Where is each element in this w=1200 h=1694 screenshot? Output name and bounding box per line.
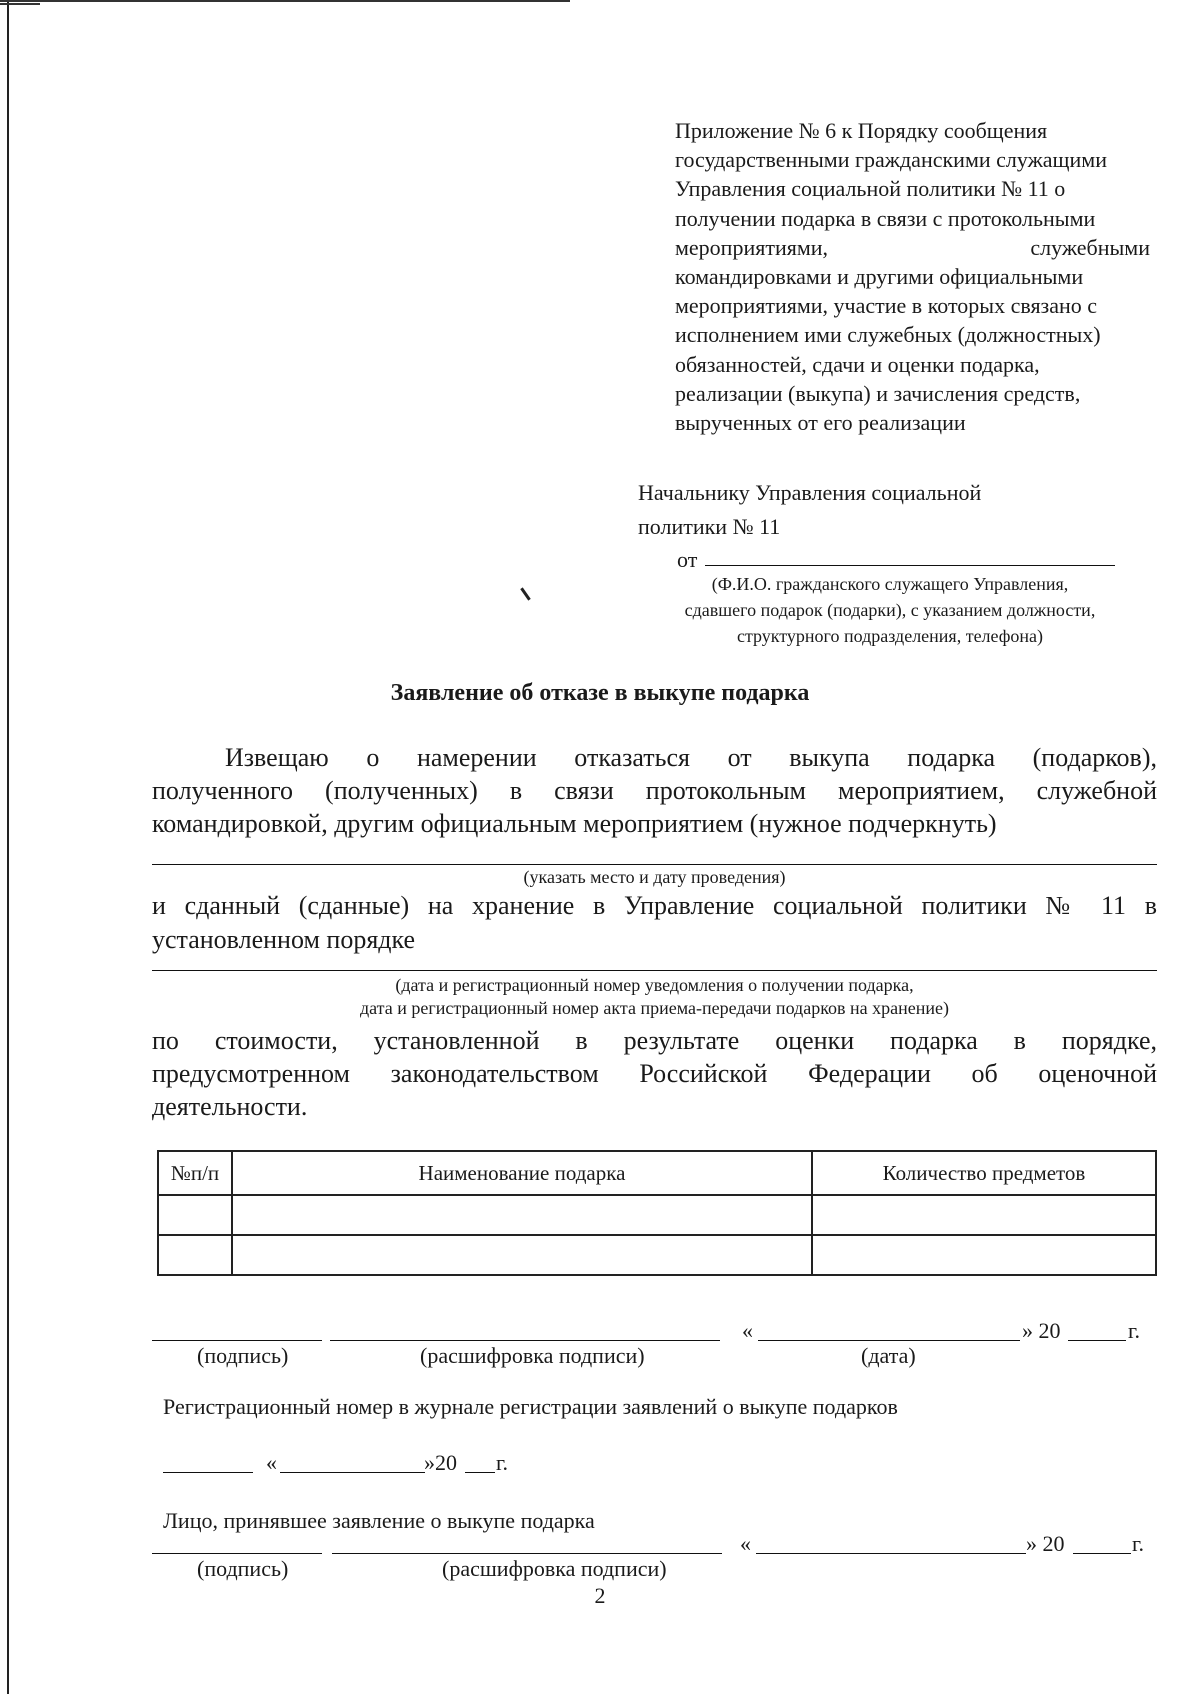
- date-open-quote: «: [742, 1318, 753, 1343]
- annex-line: Управления социальной политики № 11 о: [675, 176, 1066, 202]
- acceptor-decode-label: (расшифровка подписи): [442, 1556, 667, 1581]
- addressee-line-2: политики № 11: [638, 514, 781, 539]
- annex-line: исполнением ими служебных (должностных): [675, 322, 1101, 348]
- scan-edge-top-mark: [0, 3, 40, 5]
- paragraph3-line3: деятельности.: [152, 1092, 308, 1121]
- acceptor-label: Лицо, принявшее заявление о выкупе подарка: [163, 1508, 595, 1533]
- page-number: 2: [594, 1583, 606, 1608]
- year-suffix: г.: [1128, 1318, 1141, 1343]
- acceptor-signature-line: [152, 1553, 322, 1554]
- registration-year-line: [465, 1472, 495, 1473]
- annex-word: служебными: [1030, 234, 1150, 260]
- header-quantity: Количество предметов: [812, 1151, 1156, 1195]
- acceptor-open-quote: «: [740, 1531, 751, 1556]
- annex-line: обязанностей, сдачи и оценки подарка,: [675, 351, 1040, 377]
- registration-year-suffix: г.: [496, 1450, 509, 1475]
- date-label: (дата): [861, 1343, 916, 1368]
- registration-close-quote: »20: [424, 1450, 457, 1475]
- annex-line: вырученных от его реализации: [675, 410, 966, 436]
- table-cell: [232, 1195, 812, 1235]
- annex-note: [675, 116, 1150, 437]
- registration-label: Регистрационный номер в журнале регистрации заявлений о выкупе подарков: [163, 1394, 898, 1419]
- date-close-quote: » 20: [1022, 1318, 1061, 1343]
- scan-edge-top: [0, 0, 570, 2]
- notice-caption-2: дата и регистрационный номер акта приема-передачи подарков на хранение): [359, 998, 950, 1018]
- addressee-hint-2: сдавшего подарок (подарки), с указанием должности,: [684, 600, 1096, 620]
- decode-line: [330, 1340, 720, 1341]
- annex-line: командировками и другими официальными: [675, 264, 1084, 290]
- acceptor-signature-label: (подпись): [197, 1556, 289, 1581]
- annex-line: Приложение № 6 к Порядку сообщения: [675, 118, 1048, 143]
- table-cell: [812, 1195, 1156, 1235]
- table-cell: [812, 1235, 1156, 1275]
- table-cell: [158, 1235, 232, 1275]
- paragraph3-line2: предусмотренном законодательством Российской Федерации об оценочной: [152, 1059, 1157, 1088]
- registration-number-line: [163, 1472, 253, 1473]
- from-label: от: [677, 547, 698, 572]
- header-name: Наименование подарка: [232, 1151, 812, 1195]
- header-number: №п/п: [158, 1151, 232, 1195]
- decode-label: (расшифровка подписи): [420, 1343, 645, 1368]
- addressee-hint-3: структурного подразделения, телефона): [736, 626, 1044, 646]
- paragraph1-line3: командировкой, другим официальным мероприятием (нужное подчеркнуть): [152, 809, 997, 838]
- acceptor-decode-line: [332, 1553, 722, 1554]
- scan-edge-left: [7, 0, 9, 1694]
- notice-line: [152, 970, 1157, 971]
- table-cell: [158, 1195, 232, 1235]
- signature-label: (подпись): [197, 1343, 289, 1368]
- place-date-caption: (указать место и дату проведения): [523, 867, 786, 887]
- annex-line: реализации (выкупа) и зачисления средств,: [675, 380, 1081, 406]
- registration-open-quote: «: [266, 1450, 277, 1475]
- registration-date-line: [280, 1472, 425, 1473]
- table-header-row: [158, 1151, 1156, 1195]
- table-row: [158, 1235, 1156, 1275]
- annex-line: [675, 233, 1150, 262]
- paragraph1-line1: Извещаю о намерении отказаться от выкупа подарка (подарков),: [225, 743, 1157, 772]
- date-line: [758, 1340, 1020, 1341]
- year-line: [1068, 1340, 1126, 1341]
- addressee-hint-1: (Ф.И.О. гражданского служащего Управления,: [711, 574, 1069, 594]
- gifts-table: [157, 1150, 1157, 1276]
- scan-mark: [520, 587, 530, 600]
- acceptor-close-quote: » 20: [1026, 1531, 1065, 1556]
- addressee-line-1: Начальнику Управления социальной: [638, 480, 982, 505]
- annex-word: мероприятиями,: [675, 234, 829, 260]
- annex-line: государственными гражданскими служащими: [675, 147, 1107, 173]
- acceptor-year-line: [1073, 1553, 1131, 1554]
- paragraph1-line2: полученного (полученных) в связи протокольным мероприятием, служебной: [152, 776, 1157, 805]
- document-title: Заявление об отказе в выкупе подарка: [390, 680, 810, 706]
- paragraph3-line1: по стоимости, установленной в результате оценки подарка в порядке,: [152, 1026, 1157, 1055]
- acceptor-date-line: [756, 1553, 1026, 1554]
- table-cell: [232, 1235, 812, 1275]
- annex-line: мероприятиями, участие в которых связано с: [675, 293, 1098, 319]
- paragraph2-line2: установленном порядке: [152, 925, 416, 954]
- paragraph2-line1: и сданный (сданные) на хранение в Управление социальной политики № 11 в: [152, 891, 1157, 920]
- acceptor-year-suffix: г.: [1132, 1531, 1145, 1556]
- annex-line: получении подарка в связи с протокольными: [675, 205, 1096, 231]
- place-date-line: [152, 864, 1157, 865]
- notice-caption-1: (дата и регистрационный номер уведомления о получении подарка,: [395, 975, 914, 995]
- from-name-line: [705, 565, 1115, 566]
- table-row: [158, 1195, 1156, 1235]
- signature-line: [152, 1340, 322, 1341]
